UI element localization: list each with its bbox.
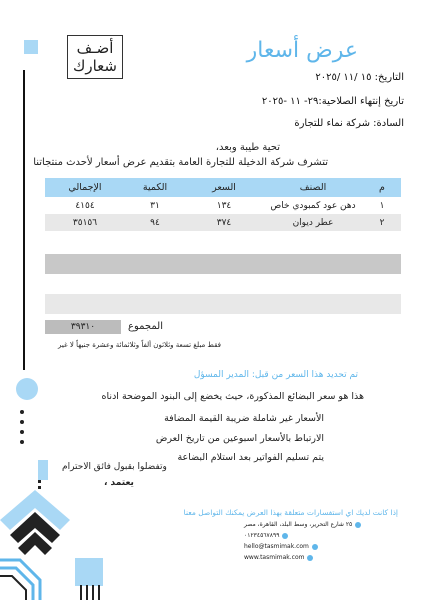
term-item: الأسعار غير شاملة ضريبة القيمة المضافة [164, 413, 324, 424]
cell-total: ٤١٥٤ [75, 200, 95, 211]
address-text: ٢٥ شارع التحرير، وسط البلد، القاهرة، مصر [244, 521, 353, 528]
contact-heading: إذا كانت لديك اي استفسارات متعلقة بهذا العرض يمكنك التواصل معنا [183, 508, 398, 517]
info-expiry: تاريخ إنتهاء الصلاحية:٢٩- ١١ -٢٠٢٥ [261, 96, 404, 107]
logo-placeholder [67, 35, 123, 79]
header-item: الصنف [299, 182, 327, 193]
email-icon [312, 544, 318, 550]
cell-item: دهن عود كمبودي خاص [270, 200, 356, 211]
location-icon [355, 522, 361, 528]
total-in-words: فقط مبلغ تسعة وثلاثون ألفاً وثلاثمائة وعشرة جنيهاً لا غير [58, 341, 221, 349]
intro-text: تتشرف شركة الدخيلة للتجارة العامة بتقديم عرض أسعار لأحدث منتجاتنا [33, 157, 328, 168]
greeting: تحية طيبة وبعد، [215, 142, 280, 153]
cell-price: ٣٧٤ [216, 217, 232, 228]
info-date: التاريخ: ١٥ /١١ /٢٠٢٥ [315, 72, 404, 83]
page-title: عرض أسعار [246, 38, 358, 63]
terms-intro: هذا هو سعر البضائع المذكورة، حيث يخضع إلى البنود الموضحة ادناه [101, 391, 364, 402]
cell-total: ٣٥١٥٦ [72, 217, 98, 228]
info-recipient: السادة: شركة نماء للتجارة [294, 118, 404, 129]
contact-website[interactable] [244, 554, 313, 561]
cell-index: ١ [379, 200, 385, 211]
header-index: م [379, 182, 385, 193]
phone-text: ٠١٢٣٤٥٦٧٨٩٩ [244, 532, 280, 539]
header-total: الإجمالي [68, 182, 102, 193]
contact-phone[interactable] [244, 532, 288, 539]
cell-index: ٢ [379, 217, 385, 228]
term-item: يتم تسليم الفواتير بعد استلام البضاعة [177, 452, 324, 463]
logo-line-1: أضـف [76, 39, 114, 57]
phone-icon [282, 533, 288, 539]
quote-table [45, 178, 401, 231]
logo-line-2: شعارك [73, 57, 117, 75]
decor-vertical-line [23, 70, 25, 370]
cell-price: ١٣٤ [216, 200, 232, 211]
cell-item: عطر ديوان [292, 217, 334, 228]
empty-row [45, 294, 401, 314]
empty-row [45, 254, 401, 274]
decor-square [24, 40, 38, 54]
approval-line: يعتمد ، [104, 478, 134, 488]
header-price: السعر [212, 182, 236, 193]
website-text: www.tasmimak.com [244, 554, 305, 561]
globe-icon [307, 555, 313, 561]
total-label: المجموع [128, 321, 163, 332]
table-row [45, 197, 401, 214]
header-quantity: الكمية [142, 182, 168, 193]
email-text: hello@tasmimak.com [244, 543, 309, 550]
term-item: الارتباط بالأسعار اسبوعين من تاريخ العرض [155, 433, 324, 444]
total-value: ٣٩٣١٠ [45, 320, 121, 334]
contact-address [244, 521, 361, 528]
closing-line: وتفضلوا بقبول فائق الاحترام [62, 462, 167, 472]
cell-quantity: ٩٤ [150, 217, 160, 228]
cell-quantity: ٣١ [150, 200, 160, 211]
table-header [45, 178, 401, 197]
prepared-by: تم تحديد هذا السعر من قبل: المدير المسؤل [193, 370, 358, 380]
decor-circle [16, 378, 38, 400]
contact-email[interactable] [244, 543, 318, 550]
table-row [45, 214, 401, 231]
